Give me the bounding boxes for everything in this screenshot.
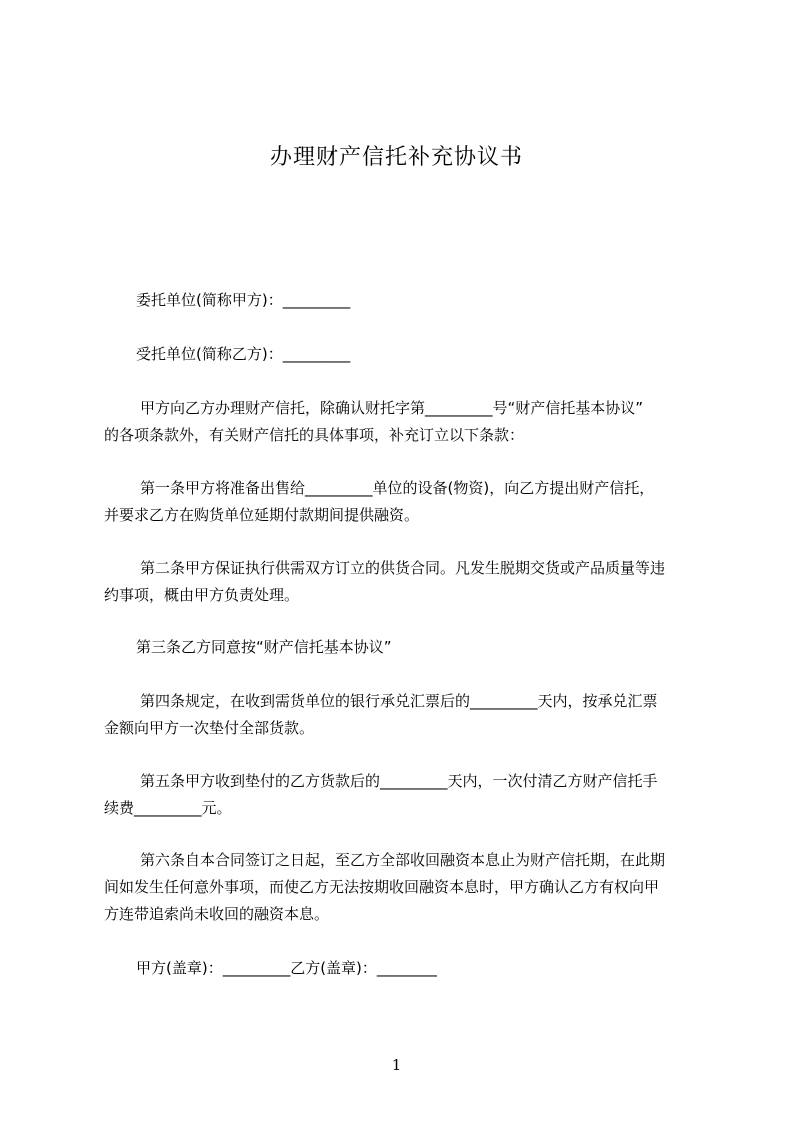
- paragraph-line: 间如发生任何意外事项，而使乙方无法按期收回融资本息时，甲方确认乙方有权向甲: [104, 878, 660, 896]
- line-text: 委托单位(简称甲方)：_________: [136, 291, 351, 309]
- paragraph-line: [104, 395, 704, 422]
- paragraph-line: [104, 688, 704, 715]
- page-number: 1: [391, 1056, 402, 1074]
- line-text: 受托单位(简称乙方)：_________: [136, 345, 351, 363]
- paragraph-line: 约事项，概由甲方负责处理。: [104, 586, 300, 604]
- paragraph-line: 金额向甲方一次垫付全部货款。: [104, 719, 315, 737]
- paragraph-line: 续费_________元。: [104, 799, 232, 817]
- article-2-paragraph: [104, 555, 704, 609]
- paragraph-line: [104, 287, 704, 314]
- line-text: 甲方(盖章)：_________乙方(盖章)：________: [136, 959, 437, 977]
- line-text: 第二条甲方保证执行供需双方订立的供货合同。凡发生脱期交货或产品质量等违: [140, 559, 666, 577]
- paragraph-line: 并要求乙方在购货单位延期付款期间提供融资。: [104, 506, 420, 524]
- article-1-paragraph: [104, 475, 704, 529]
- paragraph-line: [104, 475, 704, 502]
- paragraph-line: [104, 555, 704, 582]
- paragraph-line: [104, 341, 704, 368]
- paragraph-line: [104, 955, 704, 982]
- party-b-line: [104, 341, 704, 368]
- line-text: 第一条甲方将准备出售给_________单位的设备(物资)，向乙方提出财产信托，: [140, 479, 655, 497]
- paragraph-line: 的各项条款外，有关财产信托的具体事项，补充订立以下条款：: [104, 426, 525, 444]
- line-text: 第五条甲方收到垫付的乙方货款后的_________天内，一次付清乙方财产信托手: [140, 772, 658, 790]
- line-text: 第四条规定，在收到需货单位的银行承兑汇票后的_________天内，按承兑汇票: [140, 692, 658, 710]
- paragraph-line: [104, 768, 704, 795]
- article-3-paragraph: [104, 634, 704, 661]
- article-4-paragraph: [104, 688, 704, 742]
- paragraph-line: [104, 634, 704, 661]
- line-text: 甲方向乙方办理财产信托，除确认财托字第_________号“财产信托基本协议”: [140, 399, 644, 417]
- preamble-paragraph: [104, 395, 704, 449]
- paragraph-line: [104, 847, 704, 874]
- document-title: 办理财产信托补充协议书: [269, 145, 523, 170]
- party-a-line: [104, 287, 704, 314]
- article-6-paragraph: [104, 847, 704, 928]
- line-text: 第三条乙方同意按“财产信托基本协议”: [136, 638, 392, 656]
- line-text: 第六条自本合同签订之日起，至乙方全部收回融资本息止为财产信托期，在此期: [140, 851, 666, 869]
- article-5-paragraph: [104, 768, 704, 822]
- signature-line: [104, 955, 704, 982]
- paragraph-line: 方连带追索尚未收回的融资本息。: [104, 905, 330, 923]
